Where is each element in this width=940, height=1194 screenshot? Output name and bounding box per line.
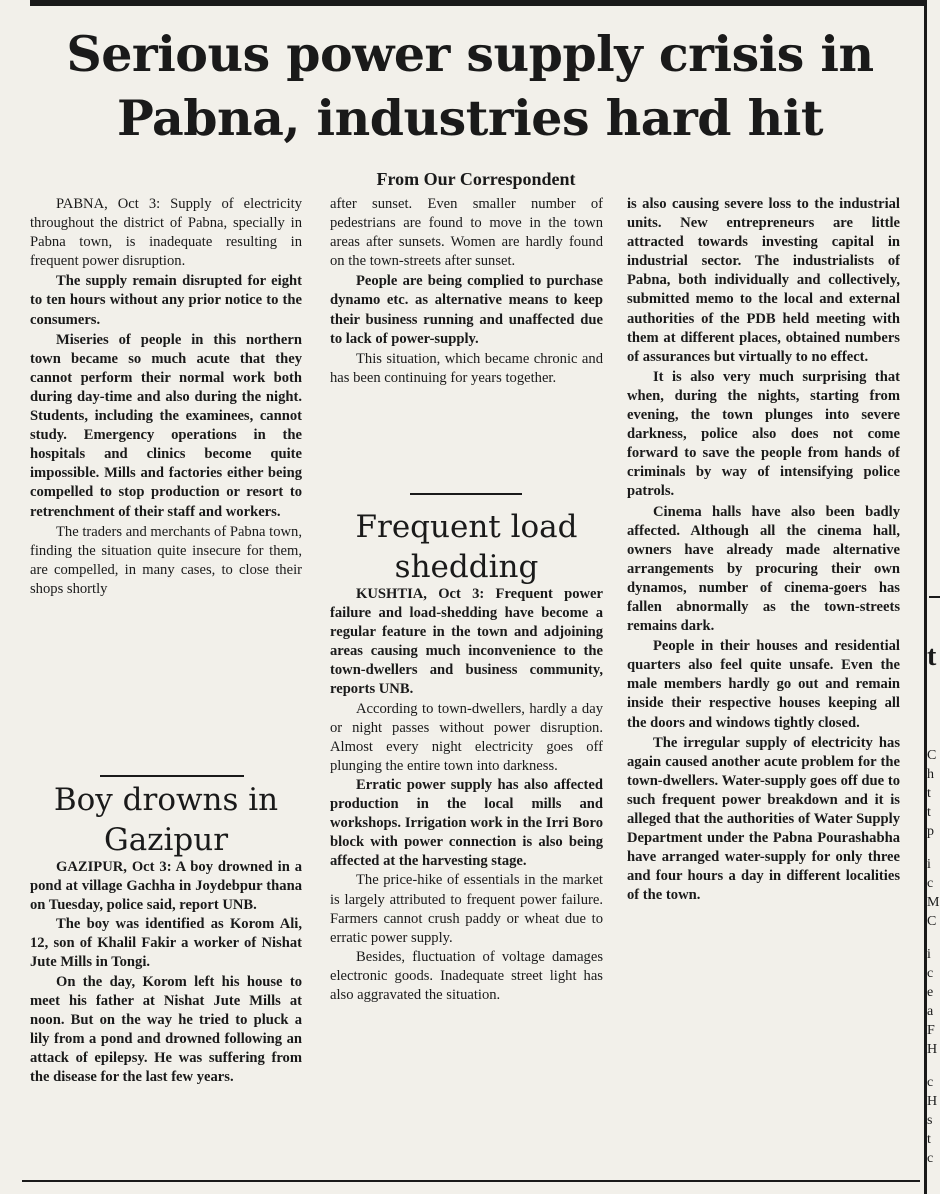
edge-letter: e xyxy=(927,985,934,1000)
edge-fragment-rule xyxy=(929,596,940,598)
paragraph: This situation, which became chronic and has been continuing for years together. xyxy=(330,350,603,386)
paragraph: The boy was identified as Korom Ali, 12, son of Khalil Fakir a worker of Nishat Jute Mills in Tongi. xyxy=(30,916,302,971)
edge-fragment-text xyxy=(927,746,940,1168)
edge-letter: H xyxy=(927,1094,938,1109)
main-story-column-2 xyxy=(330,195,603,487)
paragraph: PABNA, Oct 3: Supply of electricity throughout the district of Pabna, specially in Pabna town, is inadequate resulting in frequent power disruption. xyxy=(30,196,302,270)
load-story-body xyxy=(330,585,603,1180)
boy-story-headline xyxy=(30,780,302,860)
edge-letter: h xyxy=(927,767,934,782)
paragraph: According to town-dwellers, hardly a day or night passes without power disruption. Almost every night electricity goes off plunging the entire town into darkness. xyxy=(330,700,603,774)
load-story-headline xyxy=(330,507,603,587)
edge-letter: c xyxy=(927,966,934,981)
edge-letter: c xyxy=(927,1075,934,1090)
byline: From Our Correspondent xyxy=(376,169,576,189)
edge-fragment-glyph: t xyxy=(927,641,937,672)
edge-letter: t xyxy=(927,786,931,801)
main-headline-line2: Pabna, industries hard hit xyxy=(116,89,824,147)
edge-letter: a xyxy=(927,1004,934,1019)
paragraph: The traders and merchants of Pabna town, finding the situation quite insecure for them, are compelled, in many cases, to close their shops shortly xyxy=(30,523,302,597)
edge-letter: s xyxy=(927,1113,933,1128)
paragraph: KUSHTIA, Oct 3: Frequent power failure and load-shedding have become a regular feature in the town and adjoining areas causing much inconvenience to the town-dwellers and business community, reports UNB. xyxy=(330,586,603,698)
paragraph: People in their houses and residential quarters also feel quite unsafe. Even the male members hardly go out and remain inside their respective houses keeping all the doors and windows tightly closed. xyxy=(627,638,900,731)
edge-letter: F xyxy=(927,1023,935,1038)
paragraph: is also causing severe loss to the industrial units. New entrepreneurs are little attracted towards investing capital in industrial sector. The industrialists of Pabna, both individually and collectively, submitted memo to the local and external authorities of the PDB held meeting with them at different places, obtained numbers of assurances but virtually to no effect. xyxy=(627,196,900,365)
main-story-column-1 xyxy=(30,195,302,773)
edge-letter: t xyxy=(927,805,931,820)
paragraph: Cinema halls have also been badly affected. Although all the cinema hall, owners have already made alternative arrangements by procuring their own dynamos, number of cinema-goers has fallen abnormally as the town-streets remains dark. xyxy=(627,503,900,635)
story-separator-rule xyxy=(410,493,522,495)
load-headline-line1: Frequent load xyxy=(355,509,578,545)
paragraph: Erratic power supply has also affected production in the local mills and workshops. Irrigation work in the Irri Boro block with power connection is also being affected at the harvesting stage. xyxy=(330,776,603,870)
edge-letter: H xyxy=(927,1042,938,1057)
paragraph: The supply remain disrupted for eight to ten hours without any prior notice to the consumers. xyxy=(30,273,302,328)
boy-story-body xyxy=(30,858,302,1180)
edge-letter: t xyxy=(927,1132,931,1147)
paragraph: People are being complied to purchase dynamo etc. as alternative means to keep their business running and unaffected due to lack of power-supply. xyxy=(330,273,603,347)
paragraph: The price-hike of essentials in the market is largely attributed to frequent power failure. Farmers cannot crush paddy or wheat due to erratic power supply. xyxy=(330,872,603,946)
paragraph: The irregular supply of electricity has again caused another acute problem for the town-dwellers. Water-supply goes off due to such frequent power breakdown and it is alleged that the authorities of Water Supply Department under the Pabna Pourashabha have arranged water-supply for only three and four hours a day in different localities of the town. xyxy=(627,734,900,904)
paragraph: Miseries of people in this northern town became so much acute that they cannot perform their normal work both during day-time and also during the night. Students, including the examinees, cannot study. Emergency operations in the hospitals and clinics become quite impossible. Mills and factories either being compelled to stop production or resort to retrenchment of their staff and workers. xyxy=(30,331,302,520)
paragraph: GAZIPUR, Oct 3: A boy drowned in a pond at village Gachha in Joydebpur thana on Tuesday, police said, report UNB. xyxy=(30,859,302,914)
edge-letter: C xyxy=(927,914,937,929)
paragraph: It is also very much surprising that when, during the nights, starting from evening, the town plunges into severe darkness, police also does not come forward to save the people from hands of criminals by way of intensifying police patrols. xyxy=(627,368,900,500)
paragraph: On the day, Korom left his house to meet his father at Nishat Jute Mills at noon. But on the way he tried to pluck a lily from a pond and drowned following an attack of epilepsy. He was suffering from the disease for the last few years. xyxy=(30,973,302,1086)
edge-letter: c xyxy=(927,1151,934,1166)
edge-letter: c xyxy=(927,876,934,891)
paragraph: after sunset. Even smaller number of pedestrians are found to move in the town areas after sunsets. Women are hardly found on the town-streets after sunset. xyxy=(330,196,603,270)
boy-headline-line1: Boy drowns in xyxy=(53,782,279,818)
edge-letter: C xyxy=(927,748,937,763)
load-headline-line2: shedding xyxy=(394,549,539,585)
main-story-column-3 xyxy=(627,195,900,1185)
edge-letter: M xyxy=(927,895,940,910)
top-border-rule xyxy=(30,0,925,6)
edge-letter: i xyxy=(927,947,931,962)
edge-letter: i xyxy=(927,857,931,872)
paragraph: Besides, fluctuation of voltage damages electronic goods. Inadequate street light has also aggravated the situation. xyxy=(330,948,603,1003)
edge-letter: p xyxy=(927,824,934,839)
main-headline-line1: Serious power supply crisis in xyxy=(66,25,874,83)
main-headline xyxy=(20,22,920,150)
story-separator-rule xyxy=(100,775,244,777)
boy-headline-line2: Gazipur xyxy=(103,822,229,858)
